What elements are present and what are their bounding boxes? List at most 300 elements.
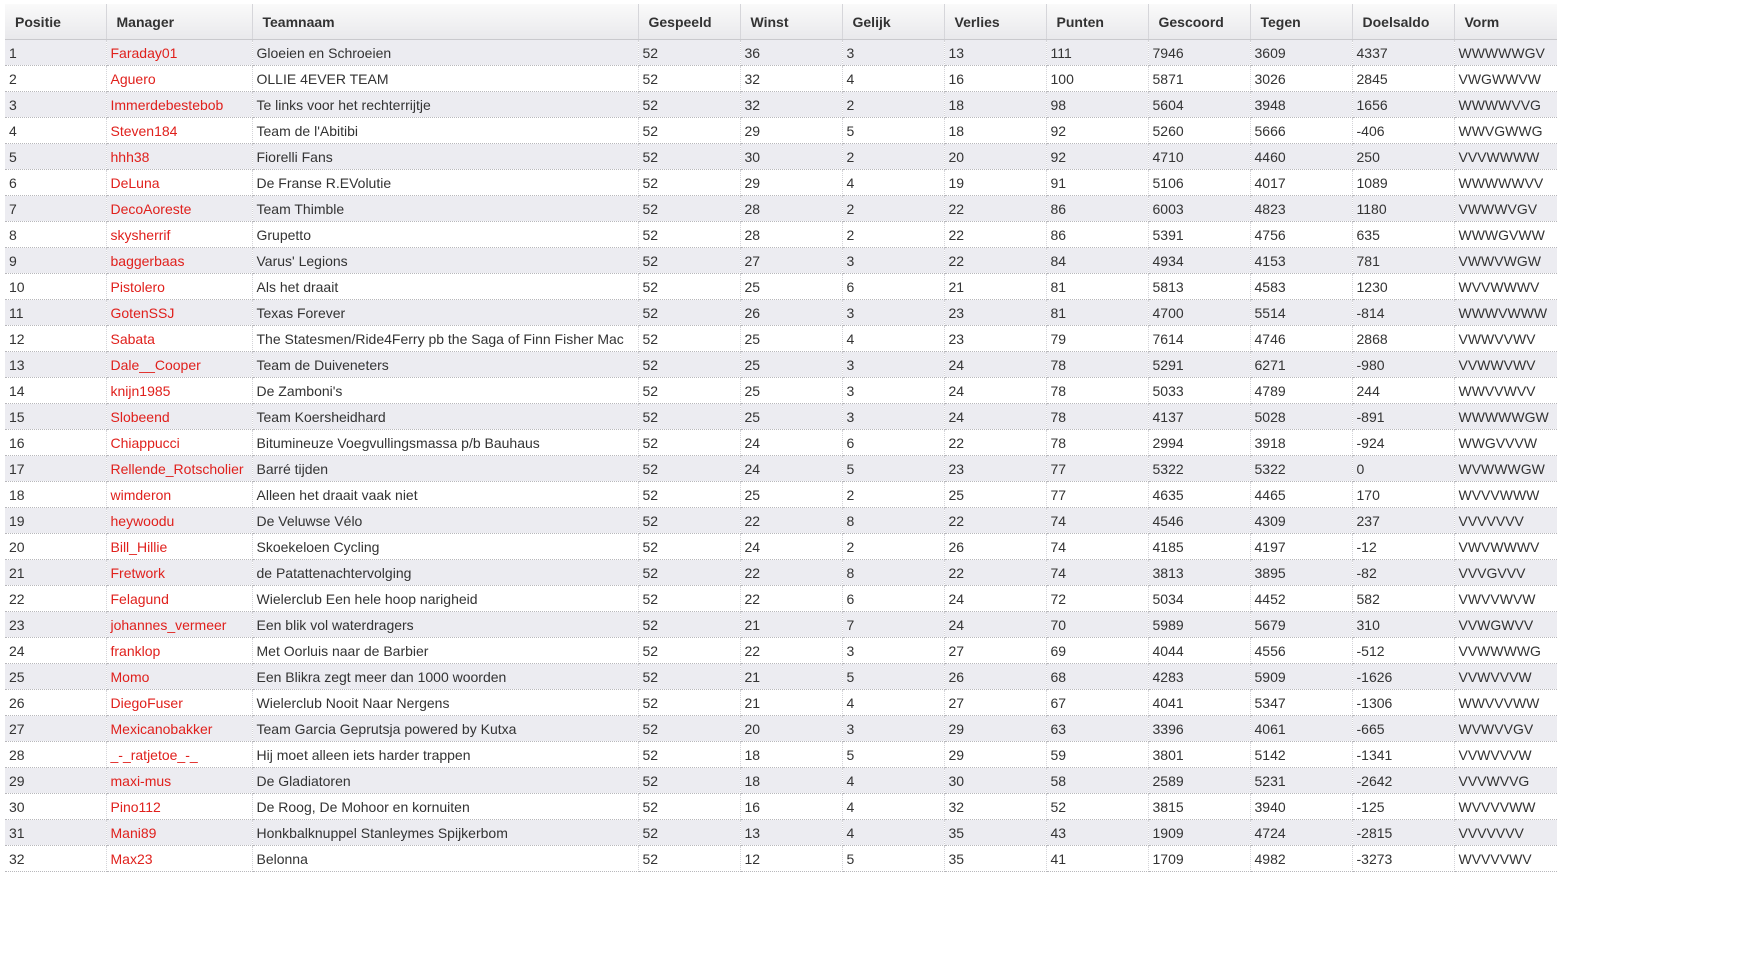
manager-link[interactable]: Chiappucci [106, 430, 252, 456]
wins-cell: 16 [740, 794, 842, 820]
draws-cell: 5 [842, 118, 944, 144]
wins-cell: 21 [740, 612, 842, 638]
draws-cell: 5 [842, 846, 944, 872]
manager-link[interactable]: maxi-mus [106, 768, 252, 794]
team-name-cell: Hij moet alleen iets harder trappen [252, 742, 638, 768]
form-cell: VWGWWVW [1454, 66, 1557, 92]
team-name-cell: Wielerclub Een hele hoop narigheid [252, 586, 638, 612]
team-name-cell: de Patattenachtervolging [252, 560, 638, 586]
wins-cell: 26 [740, 300, 842, 326]
wins-cell: 25 [740, 352, 842, 378]
draws-cell: 8 [842, 508, 944, 534]
losses-cell: 21 [944, 274, 1046, 300]
played-cell: 52 [638, 742, 740, 768]
form-cell: VVWVVVW [1454, 742, 1557, 768]
goal-difference-cell: -2642 [1352, 768, 1454, 794]
team-name-cell: Een blik vol waterdragers [252, 612, 638, 638]
team-name-cell: OLLIE 4EVER TEAM [252, 66, 638, 92]
table-row [5, 820, 1557, 846]
form-cell: VWVWWWV [1454, 534, 1557, 560]
goal-difference-cell: 781 [1352, 248, 1454, 274]
column-header-manager[interactable]: Manager [106, 4, 252, 40]
position-cell: 12 [5, 326, 106, 352]
draws-cell: 3 [842, 404, 944, 430]
team-name-cell: Met Oorluis naar de Barbier [252, 638, 638, 664]
scored-cell: 4041 [1148, 690, 1250, 716]
table-row [5, 846, 1557, 872]
position-cell: 18 [5, 482, 106, 508]
manager-link[interactable]: Rellende_Rotscholier [106, 456, 252, 482]
points-cell: 111 [1046, 40, 1148, 66]
against-cell: 4197 [1250, 534, 1352, 560]
position-cell: 29 [5, 768, 106, 794]
goal-difference-cell: -82 [1352, 560, 1454, 586]
wins-cell: 25 [740, 326, 842, 352]
manager-link[interactable]: Pistolero [106, 274, 252, 300]
against-cell: 3609 [1250, 40, 1352, 66]
table-row [5, 612, 1557, 638]
team-name-cell: Varus' Legions [252, 248, 638, 274]
losses-cell: 26 [944, 534, 1046, 560]
draws-cell: 4 [842, 690, 944, 716]
wins-cell: 32 [740, 92, 842, 118]
scored-cell: 4700 [1148, 300, 1250, 326]
goal-difference-cell: -3273 [1352, 846, 1454, 872]
wins-cell: 18 [740, 742, 842, 768]
scored-cell: 4044 [1148, 638, 1250, 664]
played-cell: 52 [638, 846, 740, 872]
draws-cell: 4 [842, 794, 944, 820]
against-cell: 4746 [1250, 326, 1352, 352]
table-row [5, 534, 1557, 560]
points-cell: 78 [1046, 404, 1148, 430]
wins-cell: 25 [740, 482, 842, 508]
column-header-winst[interactable]: Winst [740, 4, 842, 40]
losses-cell: 18 [944, 118, 1046, 144]
form-cell: WVWWWGW [1454, 456, 1557, 482]
against-cell: 4452 [1250, 586, 1352, 612]
played-cell: 52 [638, 560, 740, 586]
wins-cell: 32 [740, 66, 842, 92]
manager-link[interactable]: Pino112 [106, 794, 252, 820]
points-cell: 70 [1046, 612, 1148, 638]
against-cell: 4583 [1250, 274, 1352, 300]
column-header-gelijk[interactable]: Gelijk [842, 4, 944, 40]
form-cell: WVWVVGV [1454, 716, 1557, 742]
wins-cell: 27 [740, 248, 842, 274]
goal-difference-cell: 4337 [1352, 40, 1454, 66]
goal-difference-cell: 1656 [1352, 92, 1454, 118]
manager-link[interactable]: Fretwork [106, 560, 252, 586]
against-cell: 3895 [1250, 560, 1352, 586]
position-cell: 32 [5, 846, 106, 872]
points-cell: 78 [1046, 430, 1148, 456]
losses-cell: 13 [944, 40, 1046, 66]
losses-cell: 22 [944, 248, 1046, 274]
played-cell: 52 [638, 300, 740, 326]
table-row [5, 326, 1557, 352]
manager-link[interactable]: hhh38 [106, 144, 252, 170]
scored-cell: 3813 [1148, 560, 1250, 586]
form-cell: WWVGWWG [1454, 118, 1557, 144]
wins-cell: 22 [740, 508, 842, 534]
table-row [5, 768, 1557, 794]
losses-cell: 22 [944, 508, 1046, 534]
losses-cell: 26 [944, 664, 1046, 690]
column-header-tegen[interactable]: Tegen [1250, 4, 1352, 40]
manager-link[interactable]: Mani89 [106, 820, 252, 846]
column-header-gespeeld[interactable]: Gespeeld [638, 4, 740, 40]
against-cell: 3940 [1250, 794, 1352, 820]
points-cell: 52 [1046, 794, 1148, 820]
losses-cell: 32 [944, 794, 1046, 820]
standings-table [5, 4, 1557, 872]
goal-difference-cell: -125 [1352, 794, 1454, 820]
manager-link[interactable]: johannes_vermeer [106, 612, 252, 638]
against-cell: 5142 [1250, 742, 1352, 768]
table-row [5, 664, 1557, 690]
manager-link[interactable]: Momo [106, 664, 252, 690]
team-name-cell: De Veluwse Vélo [252, 508, 638, 534]
manager-link[interactable]: knijn1985 [106, 378, 252, 404]
losses-cell: 18 [944, 92, 1046, 118]
scored-cell: 5260 [1148, 118, 1250, 144]
table-row [5, 352, 1557, 378]
losses-cell: 24 [944, 404, 1046, 430]
against-cell: 5909 [1250, 664, 1352, 690]
form-cell: VWWVWGW [1454, 248, 1557, 274]
column-header-teamnaam[interactable]: Teamnaam [252, 4, 638, 40]
table-row [5, 430, 1557, 456]
team-name-cell: Team Thimble [252, 196, 638, 222]
team-name-cell: De Roog, De Mohoor en kornuiten [252, 794, 638, 820]
manager-link[interactable]: Dale__Cooper [106, 352, 252, 378]
table-row [5, 118, 1557, 144]
draws-cell: 4 [842, 326, 944, 352]
played-cell: 52 [638, 248, 740, 274]
draws-cell: 4 [842, 820, 944, 846]
manager-link[interactable]: Aguero [106, 66, 252, 92]
losses-cell: 35 [944, 820, 1046, 846]
losses-cell: 29 [944, 716, 1046, 742]
draws-cell: 4 [842, 768, 944, 794]
against-cell: 4724 [1250, 820, 1352, 846]
manager-link[interactable]: DiegoFuser [106, 690, 252, 716]
played-cell: 52 [638, 92, 740, 118]
goal-difference-cell: 1180 [1352, 196, 1454, 222]
played-cell: 52 [638, 664, 740, 690]
form-cell: VVWWWWG [1454, 638, 1557, 664]
form-cell: VVWWVWV [1454, 352, 1557, 378]
points-cell: 59 [1046, 742, 1148, 768]
form-cell: VVVVVVV [1454, 820, 1557, 846]
wins-cell: 28 [740, 222, 842, 248]
goal-difference-cell: -1306 [1352, 690, 1454, 716]
manager-link[interactable]: Mexicanobakker [106, 716, 252, 742]
standings-panel [5, 4, 1557, 872]
manager-link[interactable]: DecoAoreste [106, 196, 252, 222]
form-cell: WVVWWWV [1454, 274, 1557, 300]
team-name-cell: Grupetto [252, 222, 638, 248]
position-cell: 25 [5, 664, 106, 690]
manager-link[interactable]: Sabata [106, 326, 252, 352]
losses-cell: 20 [944, 144, 1046, 170]
draws-cell: 2 [842, 534, 944, 560]
played-cell: 52 [638, 768, 740, 794]
header-row [5, 4, 1557, 40]
scored-cell: 5989 [1148, 612, 1250, 638]
table-row [5, 274, 1557, 300]
losses-cell: 16 [944, 66, 1046, 92]
wins-cell: 21 [740, 664, 842, 690]
goal-difference-cell: -814 [1352, 300, 1454, 326]
team-name-cell: Team de Duiveneters [252, 352, 638, 378]
column-header-positie[interactable]: Positie [5, 4, 106, 40]
against-cell: 3948 [1250, 92, 1352, 118]
team-name-cell: De Franse R.EVolutie [252, 170, 638, 196]
draws-cell: 4 [842, 66, 944, 92]
played-cell: 52 [638, 404, 740, 430]
losses-cell: 19 [944, 170, 1046, 196]
position-cell: 1 [5, 40, 106, 66]
column-header-punten[interactable]: Punten [1046, 4, 1148, 40]
against-cell: 4465 [1250, 482, 1352, 508]
scored-cell: 5871 [1148, 66, 1250, 92]
wins-cell: 24 [740, 534, 842, 560]
draws-cell: 6 [842, 586, 944, 612]
wins-cell: 20 [740, 716, 842, 742]
goal-difference-cell: 170 [1352, 482, 1454, 508]
manager-link[interactable]: Faraday01 [106, 40, 252, 66]
table-row [5, 40, 1557, 66]
played-cell: 52 [638, 40, 740, 66]
position-cell: 2 [5, 66, 106, 92]
scored-cell: 4635 [1148, 482, 1250, 508]
against-cell: 4460 [1250, 144, 1352, 170]
losses-cell: 25 [944, 482, 1046, 508]
points-cell: 79 [1046, 326, 1148, 352]
position-cell: 4 [5, 118, 106, 144]
wins-cell: 25 [740, 404, 842, 430]
column-header-vorm[interactable]: Vorm [1454, 4, 1557, 40]
position-cell: 31 [5, 820, 106, 846]
column-header-gescoord[interactable]: Gescoord [1148, 4, 1250, 40]
form-cell: VWVVWVW [1454, 586, 1557, 612]
position-cell: 15 [5, 404, 106, 430]
team-name-cell: Als het draait [252, 274, 638, 300]
goal-difference-cell: -891 [1352, 404, 1454, 430]
losses-cell: 22 [944, 430, 1046, 456]
goal-difference-cell: -924 [1352, 430, 1454, 456]
against-cell: 6271 [1250, 352, 1352, 378]
against-cell: 4789 [1250, 378, 1352, 404]
scored-cell: 4185 [1148, 534, 1250, 560]
manager-link[interactable]: wimderon [106, 482, 252, 508]
scored-cell: 6003 [1148, 196, 1250, 222]
team-name-cell: Honkbalknuppel Stanleymes Spijkerbom [252, 820, 638, 846]
losses-cell: 24 [944, 612, 1046, 638]
played-cell: 52 [638, 352, 740, 378]
points-cell: 41 [1046, 846, 1148, 872]
position-cell: 28 [5, 742, 106, 768]
played-cell: 52 [638, 456, 740, 482]
manager-link[interactable]: Bill_Hillie [106, 534, 252, 560]
played-cell: 52 [638, 794, 740, 820]
form-cell: WWWWWVV [1454, 170, 1557, 196]
losses-cell: 22 [944, 222, 1046, 248]
position-cell: 27 [5, 716, 106, 742]
team-name-cell: Team Koersheidhard [252, 404, 638, 430]
position-cell: 16 [5, 430, 106, 456]
table-row [5, 638, 1557, 664]
position-cell: 13 [5, 352, 106, 378]
played-cell: 52 [638, 820, 740, 846]
manager-link[interactable]: GotenSSJ [106, 300, 252, 326]
wins-cell: 18 [740, 768, 842, 794]
team-name-cell: Bitumineuze Voegvullingsmassa p/b Bauhaus [252, 430, 638, 456]
manager-link[interactable]: _-_ratjetoe_-_ [106, 742, 252, 768]
manager-link[interactable]: skysherrif [106, 222, 252, 248]
manager-link[interactable]: Felagund [106, 586, 252, 612]
points-cell: 91 [1046, 170, 1148, 196]
losses-cell: 35 [944, 846, 1046, 872]
losses-cell: 22 [944, 560, 1046, 586]
draws-cell: 5 [842, 456, 944, 482]
position-cell: 23 [5, 612, 106, 638]
wins-cell: 24 [740, 430, 842, 456]
wins-cell: 30 [740, 144, 842, 170]
against-cell: 4823 [1250, 196, 1352, 222]
against-cell: 5028 [1250, 404, 1352, 430]
manager-link[interactable]: Immerdebestebob [106, 92, 252, 118]
points-cell: 58 [1046, 768, 1148, 794]
goal-difference-cell: 2845 [1352, 66, 1454, 92]
team-name-cell: Te links voor het rechterrijtje [252, 92, 638, 118]
scored-cell: 5034 [1148, 586, 1250, 612]
draws-cell: 3 [842, 40, 944, 66]
team-name-cell: Alleen het draait vaak niet [252, 482, 638, 508]
manager-link[interactable]: franklop [106, 638, 252, 664]
goal-difference-cell: 582 [1352, 586, 1454, 612]
goal-difference-cell: -1341 [1352, 742, 1454, 768]
manager-link[interactable]: heywoodu [106, 508, 252, 534]
position-cell: 6 [5, 170, 106, 196]
table-row [5, 586, 1557, 612]
wins-cell: 25 [740, 378, 842, 404]
draws-cell: 3 [842, 378, 944, 404]
position-cell: 26 [5, 690, 106, 716]
team-name-cell: Team de l'Abitibi [252, 118, 638, 144]
points-cell: 81 [1046, 300, 1148, 326]
played-cell: 52 [638, 66, 740, 92]
team-name-cell: De Gladiatoren [252, 768, 638, 794]
draws-cell: 3 [842, 300, 944, 326]
manager-link[interactable]: Max23 [106, 846, 252, 872]
team-name-cell: Team Garcia Geprutsja powered by Kutxa [252, 716, 638, 742]
manager-link[interactable]: DeLuna [106, 170, 252, 196]
scored-cell: 5033 [1148, 378, 1250, 404]
goal-difference-cell: 1089 [1352, 170, 1454, 196]
against-cell: 3918 [1250, 430, 1352, 456]
draws-cell: 2 [842, 144, 944, 170]
position-cell: 24 [5, 638, 106, 664]
form-cell: WWWWWGV [1454, 40, 1557, 66]
points-cell: 92 [1046, 118, 1148, 144]
table-row [5, 404, 1557, 430]
played-cell: 52 [638, 612, 740, 638]
position-cell: 17 [5, 456, 106, 482]
team-name-cell: De Zamboni's [252, 378, 638, 404]
points-cell: 81 [1046, 274, 1148, 300]
form-cell: VVVGVVV [1454, 560, 1557, 586]
form-cell: VVVWVVG [1454, 768, 1557, 794]
points-cell: 100 [1046, 66, 1148, 92]
table-row [5, 66, 1557, 92]
table-row [5, 716, 1557, 742]
against-cell: 5666 [1250, 118, 1352, 144]
form-cell: WWVVWVV [1454, 378, 1557, 404]
scored-cell: 5322 [1148, 456, 1250, 482]
form-cell: WVVVWWW [1454, 482, 1557, 508]
scored-cell: 5291 [1148, 352, 1250, 378]
position-cell: 14 [5, 378, 106, 404]
manager-link[interactable]: Slobeend [106, 404, 252, 430]
manager-link[interactable]: baggerbaas [106, 248, 252, 274]
points-cell: 77 [1046, 456, 1148, 482]
position-cell: 7 [5, 196, 106, 222]
against-cell: 5514 [1250, 300, 1352, 326]
points-cell: 98 [1046, 92, 1148, 118]
wins-cell: 12 [740, 846, 842, 872]
scored-cell: 4934 [1148, 248, 1250, 274]
form-cell: VWWWVGV [1454, 196, 1557, 222]
played-cell: 52 [638, 586, 740, 612]
wins-cell: 36 [740, 40, 842, 66]
table-row [5, 92, 1557, 118]
draws-cell: 3 [842, 716, 944, 742]
points-cell: 72 [1046, 586, 1148, 612]
manager-link[interactable]: Steven184 [106, 118, 252, 144]
points-cell: 74 [1046, 560, 1148, 586]
scored-cell: 4710 [1148, 144, 1250, 170]
losses-cell: 27 [944, 690, 1046, 716]
goal-difference-cell: 237 [1352, 508, 1454, 534]
goal-difference-cell: -665 [1352, 716, 1454, 742]
form-cell: WWWGVWW [1454, 222, 1557, 248]
points-cell: 86 [1046, 196, 1148, 222]
losses-cell: 23 [944, 456, 1046, 482]
points-cell: 84 [1046, 248, 1148, 274]
draws-cell: 5 [842, 664, 944, 690]
form-cell: VVVVVVV [1454, 508, 1557, 534]
column-header-verlies[interactable]: Verlies [944, 4, 1046, 40]
position-cell: 11 [5, 300, 106, 326]
table-row [5, 248, 1557, 274]
played-cell: 52 [638, 196, 740, 222]
team-name-cell: Fiorelli Fans [252, 144, 638, 170]
team-name-cell: Een Blikra zegt meer dan 1000 woorden [252, 664, 638, 690]
played-cell: 52 [638, 144, 740, 170]
goal-difference-cell: 635 [1352, 222, 1454, 248]
team-name-cell: Belonna [252, 846, 638, 872]
losses-cell: 29 [944, 742, 1046, 768]
column-header-doelsaldo[interactable]: Doelsaldo [1352, 4, 1454, 40]
against-cell: 4309 [1250, 508, 1352, 534]
scored-cell: 7614 [1148, 326, 1250, 352]
scored-cell: 4546 [1148, 508, 1250, 534]
points-cell: 74 [1046, 534, 1148, 560]
draws-cell: 3 [842, 248, 944, 274]
